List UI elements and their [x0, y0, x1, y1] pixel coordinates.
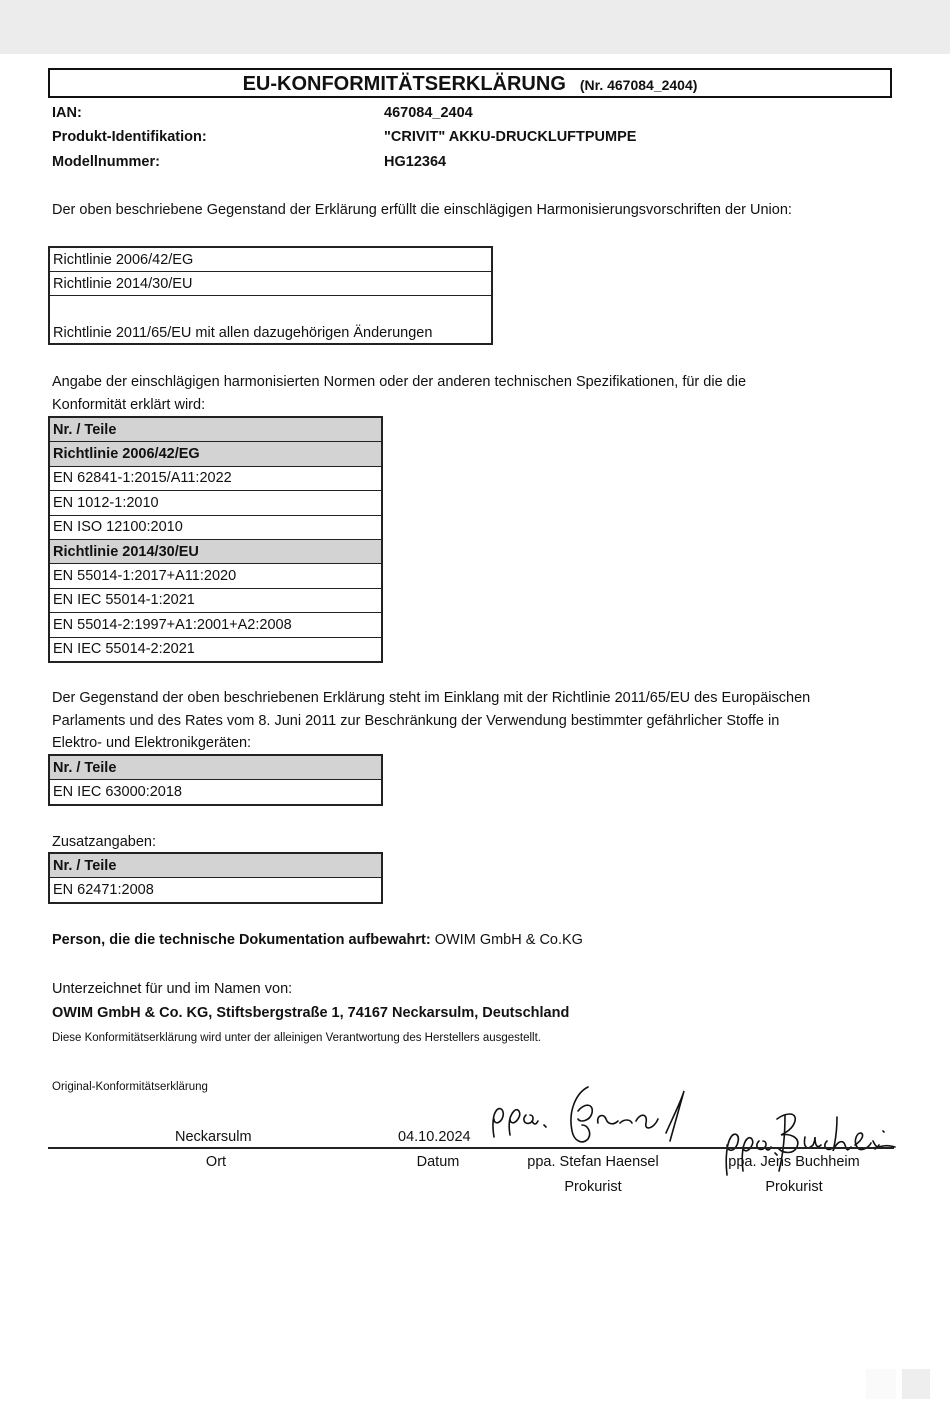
table-header-row	[49, 853, 382, 878]
field-value-ian: 467084_2404	[384, 105, 473, 121]
viewer-control-placeholder	[866, 1369, 896, 1399]
table-row	[49, 296, 492, 345]
signature-haensel-image	[470, 1075, 710, 1155]
table-row	[49, 613, 382, 637]
rohs-text-line-1: Der Gegenstand der oben beschriebenen Erklärung steht im Einklang mit der Richtlinie 2011/65/EU des Europäischen	[52, 690, 811, 706]
standard-cell: EN 55014-2:1997+A1:2001+A2:2008	[49, 613, 382, 637]
table-row	[49, 564, 382, 588]
directive-cell: Richtlinie 2011/65/EU mit allen dazugehörigen Änderungen	[49, 296, 492, 345]
signature-divider-line	[48, 1147, 894, 1149]
standard-cell: EN IEC 55014-1:2021	[49, 588, 382, 612]
standard-cell: EN 62841-1:2015/A11:2022	[49, 466, 382, 490]
standard-cell: EN IEC 63000:2018	[49, 780, 382, 805]
directive-cell: Richtlinie 2006/42/EG	[49, 247, 492, 272]
additional-label: Zusatzangaben:	[52, 834, 156, 850]
disclaimer: Diese Konformitätserklärung wird unter der alleinigen Verantwortung des Herstellers ausgestellt.	[52, 1032, 541, 1044]
standard-cell: EN IEC 55014-2:2021	[49, 637, 382, 662]
table-header: Nr. / Teile	[49, 853, 382, 878]
original-label: Original-Konformitätserklärung	[52, 1081, 208, 1093]
field-value-model: HG12364	[384, 154, 447, 170]
table-header: Nr. / Teile	[49, 755, 382, 780]
directive-group-header: Richtlinie 2006/42/EG	[49, 442, 382, 466]
standards-intro-line-2: Konformität erklärt wird:	[52, 397, 206, 413]
standard-cell: EN 62471:2008	[49, 878, 382, 903]
company-address: OWIM GmbH & Co. KG, Stiftsbergstraße 1, 74167 Neckarsulm, Deutschland	[52, 1005, 570, 1021]
rohs-text-line-3: Elektro- und Elektronikgeräten:	[52, 735, 252, 751]
standard-cell: EN 1012-1:2010	[49, 491, 382, 515]
date-label: Datum	[416, 1154, 460, 1170]
place-label: Ort	[205, 1154, 227, 1170]
table-row	[49, 588, 382, 612]
table-row	[49, 878, 382, 903]
documentation-line	[52, 931, 583, 949]
table-row	[49, 780, 382, 805]
directive-cell: Richtlinie 2014/30/EU	[49, 272, 492, 296]
field-value-product: "CRIVIT" AKKU-DRUCKLUFTPUMPE	[384, 129, 637, 145]
field-label-model: Modellnummer:	[52, 154, 160, 170]
viewer-top-bar	[0, 0, 950, 54]
signed-for-label: Unterzeichnet für und im Namen von:	[52, 981, 293, 997]
rohs-text-line-2: Parlaments und des Rates vom 8. Juni 2011 zur Beschränkung der Verwendung bestimmter gefährlicher Stoffe in	[52, 713, 780, 729]
table-header-row	[49, 755, 382, 780]
signer1-role: Prokurist	[564, 1179, 622, 1195]
documentation-value: OWIM GmbH & Co.KG	[430, 932, 583, 948]
signer2-role: Prokurist	[765, 1179, 823, 1195]
table-row	[49, 637, 382, 662]
date-value: 04.10.2024	[398, 1129, 471, 1145]
place-value: Neckarsulm	[175, 1129, 252, 1145]
table-row	[49, 491, 382, 515]
declaration-title: EU-KONFORMITÄTSERKLÄRUNG	[242, 73, 566, 95]
declaration-number: (Nr. 467084_2404)	[579, 77, 698, 93]
additional-table	[48, 852, 383, 904]
field-label-product: Produkt-Identifikation:	[52, 129, 207, 145]
standard-cell: EN 55014-1:2017+A11:2020	[49, 564, 382, 588]
table-header: Nr. / Teile	[49, 417, 382, 442]
rohs-table	[48, 754, 383, 806]
table-row	[49, 466, 382, 490]
table-row	[49, 247, 492, 272]
table-row	[49, 272, 492, 296]
group-row	[49, 539, 382, 563]
standard-cell: EN ISO 12100:2010	[49, 515, 382, 539]
viewer-control-button[interactable]	[902, 1369, 930, 1399]
standards-intro-line-1: Angabe der einschlägigen harmonisierten Normen oder der anderen technischen Spezifikationen, für die die	[52, 374, 747, 390]
documentation-label: Person, die die technische Dokumentation aufbewahrt:	[52, 932, 431, 948]
standards-table	[48, 416, 383, 663]
directive-group-header: Richtlinie 2014/30/EU	[49, 539, 382, 563]
signer2-name: ppa. Jens Buchheim	[728, 1154, 860, 1170]
table-header-row	[49, 417, 382, 442]
declaration-title-box	[48, 68, 892, 98]
signer1-name: ppa. Stefan Haensel	[527, 1154, 659, 1170]
conformity-statement: Der oben beschriebene Gegenstand der Erklärung erfüllt die einschlägigen Harmonisierungsvorschriften der Union:	[52, 202, 792, 218]
field-label-ian: IAN:	[52, 105, 82, 121]
table-row	[49, 515, 382, 539]
directives-table	[48, 246, 493, 345]
group-row	[49, 442, 382, 466]
